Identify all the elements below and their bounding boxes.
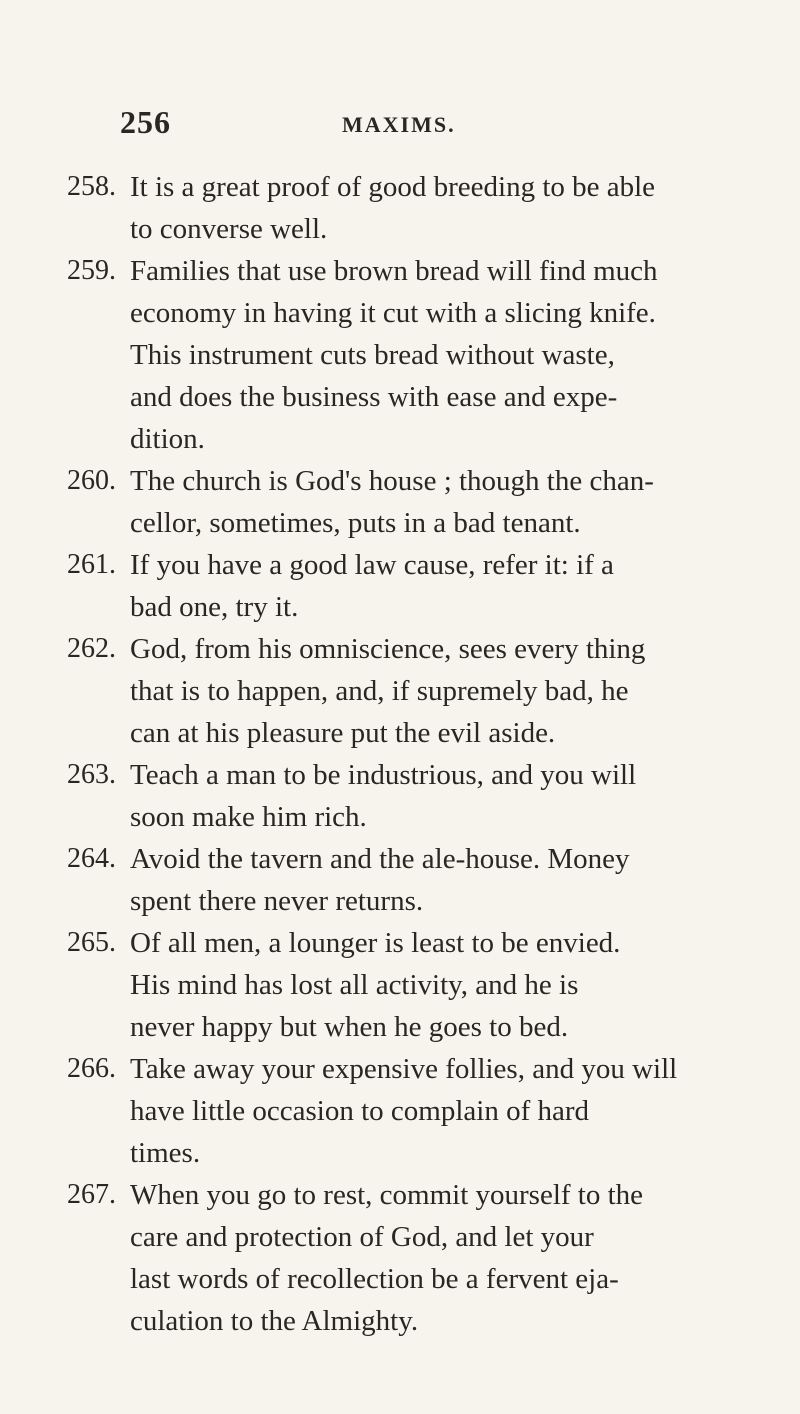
maxim-line: Families that use brown bread will find much — [130, 255, 658, 287]
page-number: 256 — [120, 104, 171, 140]
maxim-line: spent there never returns. — [130, 885, 424, 917]
maxim-line: that is to happen, and, if supremely bad, he — [130, 675, 629, 707]
maxim-line: Avoid the tavern and the ale-house. Money — [130, 843, 630, 875]
maxim-line: cellor, sometimes, puts in a bad tenant. — [130, 507, 581, 539]
maxim-entry — [46, 838, 772, 922]
maxim-line: The church is God's house ; though the chan- — [130, 465, 654, 497]
maxim-line: culation to the Almighty. — [130, 1305, 419, 1337]
maxim-number: 260. — [67, 465, 116, 496]
maxim-line: bad one, try it. — [130, 591, 299, 623]
maxim-text — [130, 754, 772, 838]
maxim-line: economy in having it cut with a slicing knife. — [130, 297, 656, 329]
maxim-entry — [46, 922, 772, 1048]
maxim-line: This instrument cuts bread without waste, — [130, 339, 615, 371]
page-header — [120, 104, 740, 152]
maxim-entry — [46, 1174, 772, 1342]
maxim-line: God, from his omniscience, sees every thing — [130, 633, 646, 665]
maxim-line: Take away your expensive follies, and you will — [130, 1053, 678, 1085]
maxim-line: times. — [130, 1137, 201, 1169]
maxim-text — [130, 838, 772, 922]
maxim-number: 266. — [67, 1053, 116, 1084]
maxim-number: 258. — [67, 171, 116, 202]
maxim-line: last words of recollection be a fervent eja- — [130, 1263, 619, 1295]
maxim-number: 259. — [67, 255, 116, 286]
maxim-line: When you go to rest, commit yourself to the — [130, 1179, 644, 1211]
maxim-text — [130, 166, 772, 250]
maxim-line: His mind has lost all activity, and he is — [130, 969, 579, 1001]
maxim-line: have little occasion to complain of hard — [130, 1095, 590, 1127]
maxim-number: 264. — [67, 843, 116, 874]
maxim-text — [130, 1048, 772, 1174]
maxim-entry — [46, 460, 772, 544]
maxim-line: dition. — [130, 423, 205, 455]
maxim-line: and does the business with ease and expe- — [130, 381, 618, 413]
maxim-line: Of all men, a lounger is least to be envied. — [130, 927, 621, 959]
maxim-line: Teach a man to be industrious, and you will — [130, 759, 637, 791]
maxim-text — [130, 250, 772, 460]
maxims-list — [46, 166, 772, 1342]
maxim-line: never happy but when he goes to bed. — [130, 1011, 569, 1043]
maxim-text — [130, 460, 772, 544]
maxim-text — [130, 544, 772, 628]
maxim-line: can at his pleasure put the evil aside. — [130, 717, 556, 749]
maxim-line: to converse well. — [130, 213, 328, 245]
maxim-number: 263. — [67, 759, 116, 790]
maxim-line: It is a great proof of good breeding to be able — [130, 171, 656, 203]
maxim-text — [130, 628, 772, 754]
maxim-line: care and protection of God, and let your — [130, 1221, 594, 1253]
maxim-text — [130, 1174, 772, 1342]
maxim-entry — [46, 544, 772, 628]
maxim-line: If you have a good law cause, refer it: if a — [130, 549, 614, 581]
maxim-number: 262. — [67, 633, 116, 664]
maxim-entry — [46, 1048, 772, 1174]
maxim-line: soon make him rich. — [130, 801, 367, 833]
maxim-number: 267. — [67, 1179, 116, 1210]
maxim-entry — [46, 628, 772, 754]
maxim-entry — [46, 754, 772, 838]
running-head: MAXIMS. — [342, 112, 456, 137]
maxim-text — [130, 922, 772, 1048]
maxim-number: 265. — [67, 927, 116, 958]
maxim-entry — [46, 166, 772, 250]
maxim-entry — [46, 250, 772, 460]
maxim-number: 261. — [67, 549, 116, 580]
